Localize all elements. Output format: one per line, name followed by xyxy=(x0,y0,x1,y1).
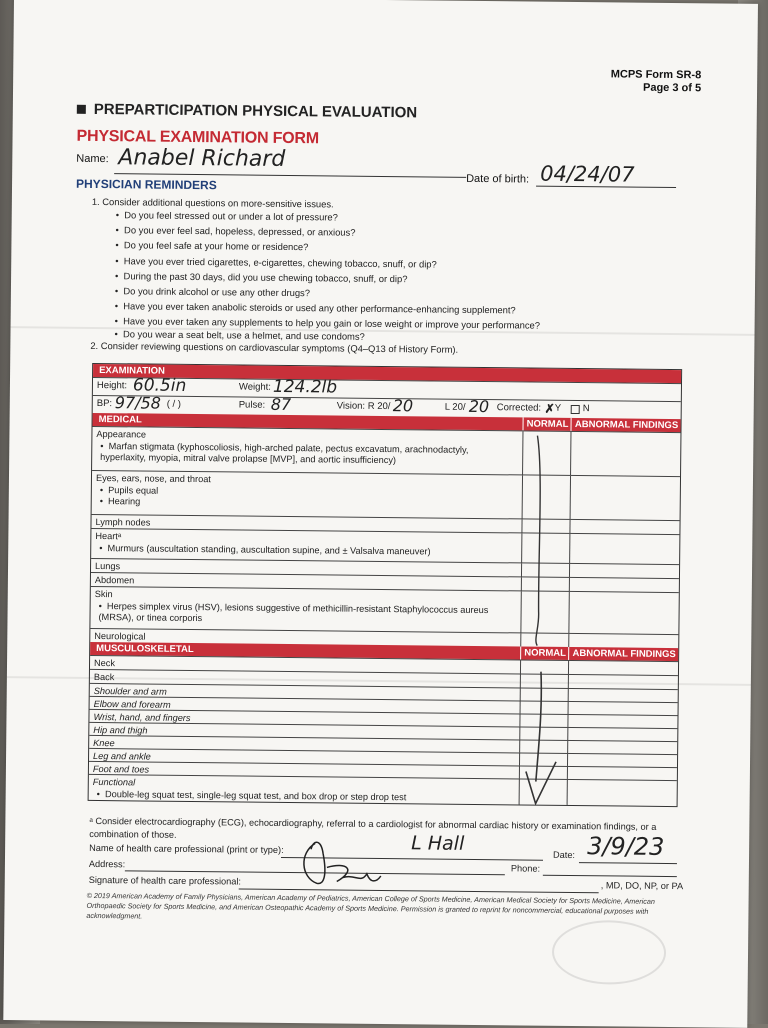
height-label: Height: xyxy=(96,379,128,392)
corrected-no: N xyxy=(582,403,590,415)
examination-band: EXAMINATION xyxy=(93,364,681,383)
credentials: , MD, DO, NP, or PA xyxy=(600,880,684,892)
reminder-bullet: • Have you ever taken anabolic steroids or used any other performance-enhancing supplement? xyxy=(114,300,516,316)
corrected-yes-check-icon[interactable]: ✗ xyxy=(544,401,555,416)
table-row: Wrist, hand, and fingers xyxy=(89,709,677,728)
footnote: ᵃ Consider electrocardiography (ECG), echocardiography, referral to a cardiologist for abnormal cardiac history or examination findings, or a combination of those. xyxy=(89,815,657,840)
faded-stamp-icon xyxy=(552,920,667,985)
normal-header: NORMAL xyxy=(522,417,571,431)
medical-band: MEDICAL NORMAL ABNORMAL FINDINGS xyxy=(93,413,681,432)
weight-value[interactable]: 124.2lb xyxy=(272,376,338,398)
normal-checkmark-icon[interactable] xyxy=(511,431,567,822)
abnormal-header: ABNORMAL FINDINGS xyxy=(568,647,679,661)
dob-label: Date of birth: xyxy=(466,172,530,186)
vision-r-value[interactable]: 20 xyxy=(392,396,414,416)
table-row: Neck xyxy=(90,655,678,675)
pulse-value[interactable]: 87 xyxy=(270,394,292,415)
normal-header: NORMAL xyxy=(520,646,569,660)
height-value[interactable]: 60.5in xyxy=(132,375,187,396)
abnormal-header: ABNORMAL FINDINGS xyxy=(570,418,681,432)
address-label: Address: xyxy=(88,858,126,870)
form-header xyxy=(611,68,702,95)
reminder-bullet: • Do you drink alcohol or use any other drugs? xyxy=(114,285,311,299)
table-row: Functional • Double-leg squat test, single-leg squat test, and box drop or step drop test xyxy=(89,774,677,806)
corrected-no-checkbox[interactable] xyxy=(571,405,580,414)
date-value[interactable]: 3/9/23 xyxy=(587,832,665,861)
table-row: Neurological xyxy=(90,628,678,648)
form-id: MCPS Form SR-8 xyxy=(610,68,702,82)
table-row: Shoulder and arm xyxy=(90,683,678,702)
table-row: Heartᵃ • Murmurs (auscultation standing, auscultation supine, and ± Valsalva maneuver) xyxy=(91,528,679,564)
corrected-yes: Y xyxy=(554,402,562,414)
bp-slashes: ( / ) xyxy=(166,398,182,410)
reminder-1: 1. Consider additional questions on more-sensitive issues. xyxy=(91,195,334,210)
vision-l-value[interactable]: 20 xyxy=(468,396,490,417)
reminder-bullet: • Do you ever feel sad, hopeless, depressed, or anxious? xyxy=(115,224,356,238)
form-title: PHYSICAL EXAMINATION FORM xyxy=(76,127,320,148)
physician-reminders-title: PHYSICIAN REMINDERS xyxy=(75,176,217,193)
hcp-name-value[interactable]: L Hall xyxy=(411,832,465,855)
pulse-label: Pulse: xyxy=(238,399,266,411)
table-row: Appearance • Marfan stigmata (kyphoscoliosis, high-arched palate, pectus excavatum, arachnodactyly, hyperlaxity, myopia, mitral valve prolapse [MVP], and aortic insufficiency) xyxy=(92,426,680,476)
reminder-bullet: • Do you feel safe at your home or residence? xyxy=(115,239,309,253)
corrected-label: Corrected: xyxy=(496,402,542,414)
phone-label: Phone: xyxy=(510,863,541,874)
name-label: Name: xyxy=(76,152,109,166)
table-row: Leg and ankle xyxy=(89,748,677,767)
dob-value[interactable]: 04/24/07 xyxy=(540,161,635,187)
date-line xyxy=(579,862,677,864)
table-row: Elbow and forearm xyxy=(90,696,678,715)
reminder-bullet: • Have you ever tried cigarettes, e-cigarettes, chewing tobacco, snuff, or dip? xyxy=(115,255,437,270)
exam-table xyxy=(88,363,683,807)
table-row: Abdomen xyxy=(91,572,679,592)
table-row: Lymph nodes xyxy=(91,514,679,534)
table-row: Lungs xyxy=(91,558,679,578)
phone-line xyxy=(543,875,677,877)
table-row: Hip and thigh xyxy=(89,722,677,741)
vision-l-label: L 20/ xyxy=(444,401,466,413)
reminder-bullet: • Have you ever taken any supplements to help you gain or lose weight or improve your performance? xyxy=(114,315,541,331)
table-row: Back xyxy=(90,669,678,689)
reminder-bullet: • Do you wear a seat belt, use a helmet, and use condoms? xyxy=(114,328,365,342)
square-bullet-icon xyxy=(77,105,86,114)
table-row: Eyes, ears, nose, and throat • Pupils equal • Hearing xyxy=(92,470,680,520)
table-row: Skin • Herpes simplex virus (HSV), lesions suggestive of methicillin-resistant Staphylococcus aureus (MRSA), or tinea corporis xyxy=(90,586,678,634)
hcp-name-label: Name of health care professional (print or type): xyxy=(89,842,284,855)
table-row: Foot and toes xyxy=(89,761,677,780)
reminder-bullet: • Do you feel stressed out or under a lot of pressure? xyxy=(115,209,338,223)
bp-label: BP: xyxy=(96,397,113,410)
signature-icon[interactable] xyxy=(297,833,418,894)
main-title-text: PREPARTICIPATION PHYSICAL EVALUATION xyxy=(93,100,418,122)
musculoskeletal-band: MUSCULOSKELETAL NORMAL ABNORMAL FINDINGS xyxy=(90,642,678,661)
form-paper xyxy=(3,0,758,1028)
weight-label: Weight: xyxy=(238,381,272,393)
reminder-bullet: • During the past 30 days, did you use chewing tobacco, snuff, or dip? xyxy=(115,270,408,285)
table-row: Knee xyxy=(89,735,677,754)
signature-label: Signature of health care professional: xyxy=(88,874,242,887)
bp-value[interactable]: 97/58 xyxy=(114,393,161,413)
date-label: Date: xyxy=(553,849,576,861)
copyright-notice: © 2019 American Academy of Family Physicians, American Academy of Pediatrics, American College of Sports Medicine, American Medical Society for Sports Medicine, American Orthopaedic Society for Sports Medicine, and American Osteopathic Academy of Sports Medicine. Permission is granted to reprint for noncommercial, educational purposes with acknowledgment. xyxy=(86,890,655,921)
vision-label: Vision: R 20/ xyxy=(336,400,391,413)
page-number: Page 3 of 5 xyxy=(642,81,702,95)
name-value[interactable]: Anabel Richard xyxy=(118,145,286,172)
main-title xyxy=(77,101,418,122)
reminder-2: 2. Consider reviewing questions on cardiovascular symptoms (Q4–Q13 of History Form). xyxy=(90,339,459,355)
